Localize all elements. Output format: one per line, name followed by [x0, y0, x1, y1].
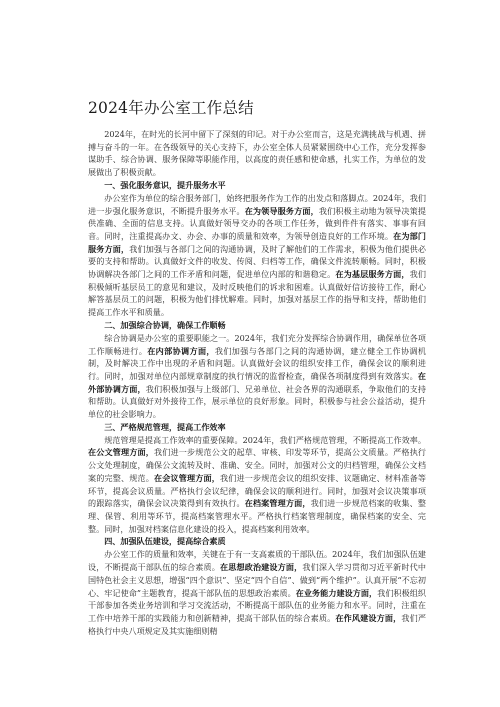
- section-paragraph: [88, 332, 426, 421]
- bold-phrase: 在为领导服务方面，: [244, 205, 319, 216]
- section-paragraph: [88, 192, 426, 319]
- section-2: [88, 319, 426, 421]
- text-run: 我们深入学习贯彻习近平新时代中国特色社会主义思想，增强“四个意识”、坚定“四个自信”、做到“两个维护”。认真开展“不忘初心、牢记使命”主题教育，提高干部队伍的思想政治素质。: [88, 562, 426, 598]
- section-heading: 一、强化服务意识，提升服务水平: [104, 179, 226, 190]
- bold-phrase: 在思想政治建设方面，: [219, 562, 303, 573]
- bold-phrase: 在公文管理方面，: [88, 447, 154, 458]
- text-run: 我们严格执行中央八项规定及其实施细则精: [88, 612, 426, 636]
- document-title: 2024年办公室工作总结: [88, 99, 254, 117]
- section-heading: 四、加强队伍建设，提高综合素质: [104, 536, 226, 547]
- section-1: [88, 179, 426, 319]
- bold-phrase: 在为基层服务方面，: [335, 269, 410, 280]
- bold-phrase: 在外部协调方面，: [88, 370, 426, 394]
- text-run: 我们进一步规范公文的起草、审核、印发等环节，提高公文质量。严格执行公文处理制度，确保公文流转及时、准确、安全。同时，加强对公文的归档管理，确保公文档案的完整、规范。: [88, 447, 426, 483]
- text-run: 办公室作为单位的综合服务部门，始终把服务作为工作的出发点和落脚点。2024年，我们进一步强化服务意识，不断提升服务水平。: [88, 192, 426, 216]
- bold-phrase: 在内部协调方面，: [147, 345, 215, 356]
- text-run: 我们积极主动地为领导决策提供准确、全面的信息支持。认真做好领导交办的各项工作任务，做到件件有落实、事事有回音。同时，注重提高办文、办会、办事的质量和效率，为领导创造良好的工作环境。: [88, 205, 426, 241]
- text-run: 我们积极组织干部参加各类业务培训和学习交流活动，不断提高干部队伍的业务能力和水平。同时，注重在工作中培养干部的实践能力和创新精神，提高干部队伍的综合素质。: [88, 587, 426, 623]
- text-run: 办公室工作的质量和效率，关键在于有一支高素质的干部队伍。2024年，我们加强队伍建设，不断提高干部队伍的综合素质。: [88, 549, 426, 573]
- bold-phrase: 在会议管理方面，: [153, 472, 220, 483]
- section-paragraph: [88, 434, 426, 536]
- text-run: 规范管理是提高工作效率的重要保障。2024年，我们严格规范管理，不断提高工作效率。: [104, 434, 426, 445]
- bold-phrase: 在为部门服务方面，: [88, 230, 426, 254]
- text-run: 我们进一步规范会议的组织安排、议题确定、材料准备等环节，提高会议质量。严格执行会议纪律，确保会议的顺利进行。同时，加强对会议决策事项的跟踪落实，确保会议决策得到有效执行。: [88, 472, 426, 509]
- section-paragraph: [88, 548, 426, 637]
- section-4: [88, 535, 426, 637]
- intro-paragraph: 2024年，在时光的长河中留下了深刻的印记。对于办公室而言，这是充满挑战与机遇、拼搏与奋斗的一年。在各级领导的关心支持下，办公室全体人员紧紧围绕中心工作，充分发挥参谋助手、综合协调、服务保障等职能作用，以高度的责任感和使命感，扎实工作，为单位的发展做出了积极贡献。: [88, 129, 426, 178]
- text-run: 我们加强与各部门之间的沟通协调，建立健全工作协调机制，及时解决工作中出现的矛盾和问题。认真做好会议的组织安排工作，确保会议的顺利进行。同时，加强对单位内部规章制度的执行情况的监督检查，确保各项制度得到有效落实。: [88, 345, 426, 381]
- section-heading: 三、严格规范管理，提高工作效率: [104, 421, 226, 432]
- text-run: 综合协调是办公室的重要职能之一。2024年，我们充分发挥综合协调作用，确保单位各项工作顺畅进行。: [88, 332, 426, 356]
- text-run: 我们进一步规范档案的收集、整理、保管、利用等环节，提高档案管理水平。严格执行档案管理制度，确保档案的安全、完整。同时，加强对档案信息化建设的投入，提高档案利用效率。: [88, 498, 426, 534]
- bold-phrase: 在档案管理方面，: [244, 498, 311, 509]
- section-heading: 二、加强综合协调，确保工作顺畅: [104, 319, 226, 330]
- text-run: 我们积极倾听基层员工的意见和建议，及时反映他们的诉求和困难。认真做好信访接待工作，耐心解答基层员工的问题，积极为他们排忧解难。同时，加强对基层工作的指导和支持，帮助他们提高工作水平和质量。: [88, 269, 426, 318]
- bold-phrase: 在业务能力建设方面，: [295, 587, 378, 598]
- section-3: [88, 421, 426, 536]
- text-run: 我们加强与各部门之间的沟通协调，及时了解他们的工作需求，积极为他们提供必要的支持和帮助。认真做好文件的收发、传阅、归档等工作，确保文件流转顺畅。同时，积极协调解决各部门之间的工作矛盾和问题，促进单位内部的和谐稳定。: [88, 243, 426, 280]
- text-run: 我们积极加强与上级部门、兄弟单位、社会各界的沟通联系，争取他们的支持和帮助。认真做好对外接待工作，展示单位的良好形象。同时，积极参与社会公益活动，提升单位的社会影响力。: [88, 383, 426, 420]
- bold-phrase: 在作风建设方面，: [335, 612, 402, 623]
